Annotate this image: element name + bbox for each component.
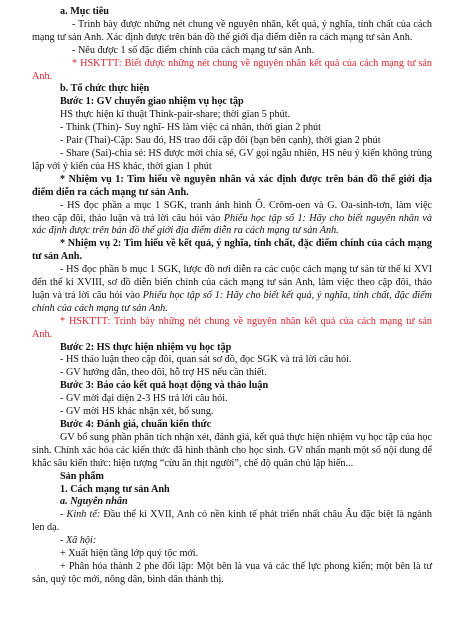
paragraph: - HS đọc phần a mục 1 SGK, tranh ảnh hình Ô. Crôm-oen và G. Oa-sinh-tơn, làm việc theo cặp đôi, thảo luận và trả lời câu hỏi vào Phiếu học tập số 1: Hãy cho biết nguyên nhân và xác định được trên bản đồ thế giới địa điểm diễn ra cách mạng tư sản Anh.: [32, 199, 433, 237]
paragraph: - Think (Thin)- Suy nghĩ- HS làm việc cá nhân, thời gian 2 phút: [60, 122, 321, 134]
paragraph: + Phân hóa thành 2 phe đối lập: Một bên là vua và các thế lực phong kiến; một bên là tư sản, quý tộc mới, nông dân, bình dân thành thị.: [32, 560, 432, 585]
heading-muc-tieu: a. Mục tiêu: [60, 6, 109, 17]
step-4-heading: Bước 4: Đánh giá, chuẩn kiến thức: [60, 419, 212, 430]
task-1-heading: * Nhiệm vụ 1: Tìm hiểu về nguyên nhân và xác định được trên bản đồ thế giới địa điểm diễn ra cách mạng tư sản Anh.: [32, 173, 432, 198]
paragraph: - HS thảo luận theo cặp đôi, quan sát sơ đồ, đọc SGK và trả lời câu hỏi.: [60, 354, 352, 366]
paragraph: HS thực hiện kĩ thuật Think-pair-share; thời gian 5 phút.: [60, 109, 291, 121]
heading-nguyen-nhan: a. Nguyên nhân: [60, 496, 128, 508]
hskttt-note: * HSKTTT: Trình bày những nét chung về nguyên nhân kết quả của cách mạng tư sản Anh.: [32, 315, 432, 340]
paragraph: - GV hướng dẫn, theo dõi, hỗ trợ HS nếu cần thiết.: [60, 367, 267, 379]
heading-san-pham: Sản phẩm: [60, 470, 104, 482]
step-2-heading: Bước 2: HS thực hiện nhiệm vụ học tập: [60, 341, 232, 353]
task-2-heading: * Nhiệm vụ 2: Tìm hiểu về kết quả, ý nghĩa, tính chất, đặc điểm chính của cách mạng tư sản Anh.: [32, 238, 432, 263]
paragraph: - HS đọc phần b mục 1 SGK, lược đồ nơi diễn ra các cuộc cách mạng tư sản từ thế kỉ XVI đến thế kỉ XVIII, sơ đồ diễn biến chính của cách mạng tư sản Anh, làm việc theo cặp đôi, thảo luận và trả lời câu hỏi vào Phiếu học tập số 1: Hãy cho biết kết quả, ý nghĩa, tính chất, đặc điểm chính của cách mạng tư sản Anh.: [32, 264, 433, 314]
paragraph: - Nêu được 1 số đặc điểm chính của cách mạng tư sản Anh.: [72, 44, 315, 56]
paragraph: - GV mời đại diện 2-3 HS trả lời câu hỏi.: [60, 393, 228, 405]
paragraph: - Share (Sai)-chia sẻ: HS được mời chia sẻ, GV gọi ngẫu nhiên, HS nêu ý kiến không trùng lặp với ý kiến của HS khác, thời gian 1 phút: [32, 147, 432, 172]
step-1-heading: Bước 1: GV chuyển giao nhiệm vụ học tập: [60, 96, 244, 108]
paragraph: + Xuất hiện tầng lớp quý tộc mới.: [60, 548, 199, 560]
paragraph: - GV mời HS khác nhận xét, bổ sung.: [60, 406, 214, 418]
step-3-heading: Bước 3: Báo cáo kết quả hoạt động và thảo luận: [60, 380, 269, 392]
paragraph: - Kinh tế: Đầu thế kỉ XVII, Anh có nền kinh tế phát triển nhất châu Âu đặc biệt là ngành len dạ.: [32, 509, 432, 534]
paragraph: GV bổ sung phần phân tích nhận xét, đánh giá, kết quả thực hiện nhiệm vụ học tập của học sinh. Chính xác hóa các kiến thức đã hình thành cho học sinh. GV nhấn mạnh một số nội dung để khắc sâu kiến thức: hiện tượng “cừu ăn thịt người”, chế độ quân chủ lập hiến...: [32, 431, 432, 469]
heading-to-chuc: b. Tổ chức thực hiện: [60, 83, 150, 95]
hskttt-note: * HSKTTT: Biết được những nét chung về nguyên nhân kết quả của cách mạng tư sản Anh.: [32, 57, 432, 82]
heading-cmts-anh: 1. Cách mạng tư sản Anh: [60, 483, 170, 495]
paragraph: - Xã hội:: [60, 535, 97, 547]
paragraph: - Trình bày được những nét chung về nguyên nhân, kết quả, ý nghĩa, tính chất của cách mạng tư sản Anh. Xác định được trên bản đồ thế giới địa điểm diễn ra cách mạng tư sản Anh.: [32, 18, 432, 43]
paragraph: - Pair (Thai)-Cặp: Sau đó, HS trao đổi cặp đôi (bạn bên cạnh), thời gian 2 phút: [60, 135, 381, 147]
